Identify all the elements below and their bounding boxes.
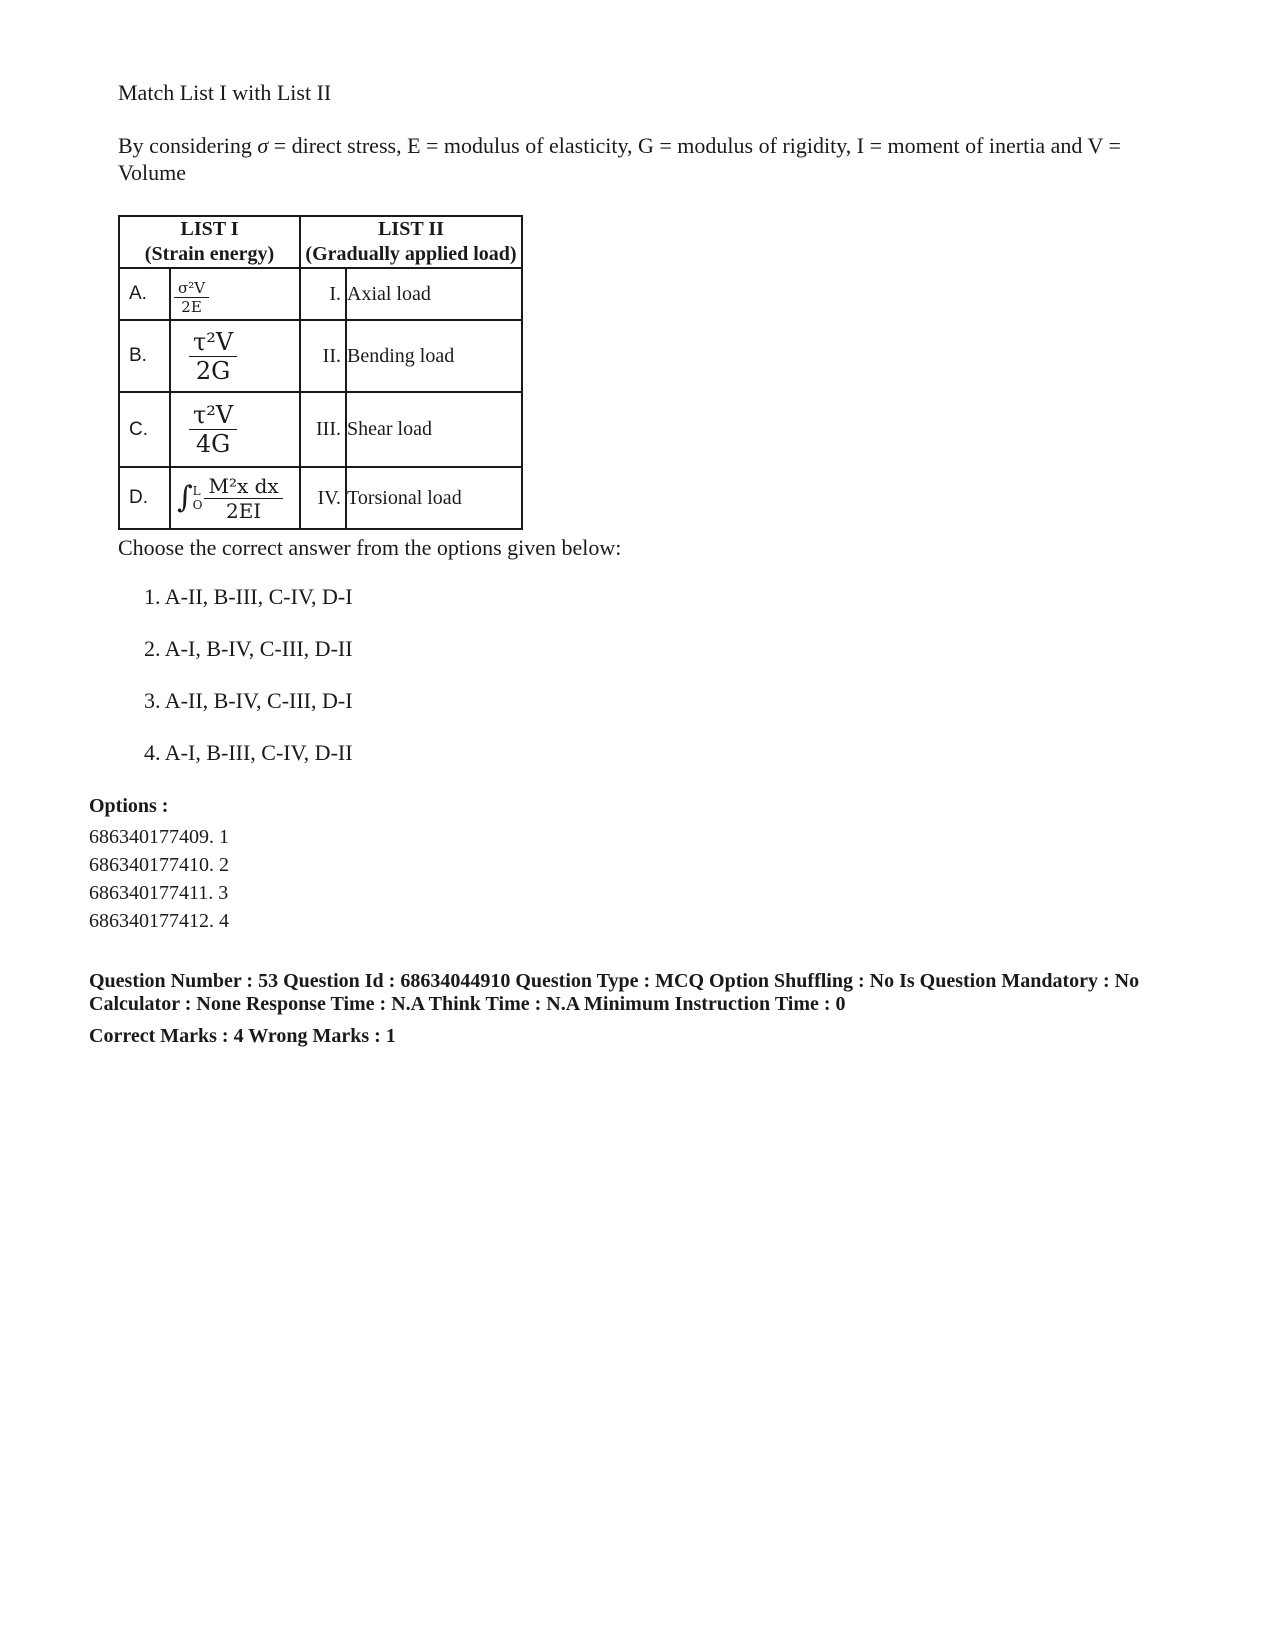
list1-header — [119, 216, 300, 268]
fraction-numerator: τ²V — [189, 401, 237, 430]
table-row — [119, 392, 522, 467]
integral-lower-limit: O — [192, 498, 203, 512]
row-letter: D. — [119, 467, 170, 529]
sigma-symbol: σ — [257, 133, 269, 158]
table-row — [119, 268, 522, 320]
integral-expression — [177, 474, 283, 523]
load-type: Axial load — [346, 268, 522, 320]
fraction — [189, 401, 237, 458]
row-roman-numeral: II. — [300, 320, 346, 392]
list1-header-subtitle: (Strain energy) — [144, 243, 275, 265]
question-title: Match List I with List II — [118, 80, 332, 105]
question-intro — [118, 132, 1193, 186]
question-metadata — [89, 795, 1209, 1047]
table-header-row — [119, 216, 522, 268]
answer-option: 3. A-II, B-IV, C-III, D-I — [144, 688, 353, 713]
marks-info: Correct Marks : 4 Wrong Marks : 1 — [89, 1025, 396, 1047]
option-item: 686340177412. 4 — [89, 910, 229, 932]
intro-rest: = direct stress, E = modulus of elasticity, G = modulus of rigidity, I = moment of inertia and V = Volume — [118, 133, 1121, 185]
row-roman-numeral: IV. — [300, 467, 346, 529]
row-roman-numeral: III. — [300, 392, 346, 467]
match-table — [118, 215, 523, 530]
answer-list — [144, 583, 353, 791]
next-question-info: Question Number : 53 Question Id : 68634044910 Question Type : MCQ Option Shuffling : No Is Question Mandatory : No Calculator : None Response Time : N.A Think Time : N.A Minimum Instruction Time : 0 — [89, 970, 1140, 1015]
strain-energy-expression — [170, 392, 300, 467]
strain-energy-expression — [170, 467, 300, 529]
table-row — [119, 467, 522, 529]
list2-header — [300, 216, 522, 268]
load-type: Shear load — [346, 392, 522, 467]
row-letter: C. — [119, 392, 170, 467]
load-type: Torsional load — [346, 467, 522, 529]
fraction — [189, 328, 237, 385]
choose-instruction: Choose the correct answer from the options given below: — [118, 535, 622, 560]
list2-header-subtitle: (Gradually applied load) — [305, 243, 517, 265]
fraction-denominator: 4G — [195, 430, 231, 458]
load-type: Bending load — [346, 320, 522, 392]
integral-sign-icon: ∫ — [177, 480, 193, 515]
answer-option: 2. A-I, B-IV, C-III, D-II — [144, 636, 353, 661]
strain-energy-expression — [170, 320, 300, 392]
fraction-denominator: 2G — [195, 356, 231, 385]
fraction-numerator: σ²V — [174, 279, 209, 298]
intro-prefix: By considering — [118, 133, 252, 158]
list2-header-title: LIST II — [378, 218, 444, 240]
option-item: 686340177411. 3 — [89, 882, 229, 904]
table-row — [119, 320, 522, 392]
integral-upper-limit: L — [192, 484, 201, 498]
integral-limits — [193, 484, 203, 512]
option-item: 686340177410. 2 — [89, 854, 229, 876]
answer-option: 4. A-I, B-III, C-IV, D-II — [144, 740, 353, 765]
fraction-denominator: 2E — [181, 297, 202, 316]
list1-header-title: LIST I — [180, 218, 239, 240]
row-roman-numeral: I. — [300, 268, 346, 320]
row-letter: A. — [119, 268, 170, 320]
strain-energy-expression — [170, 268, 300, 320]
fraction-numerator: τ²V — [189, 328, 237, 357]
fraction — [174, 279, 209, 316]
fraction — [204, 474, 282, 523]
row-letter: B. — [119, 320, 170, 392]
answer-option: 1. A-II, B-III, C-IV, D-I — [144, 584, 353, 609]
fraction-denominator: 2EI — [225, 498, 262, 523]
options-label: Options : — [89, 795, 169, 817]
option-item: 686340177409. 1 — [89, 826, 229, 848]
fraction-numerator: M²x dx — [204, 474, 282, 499]
